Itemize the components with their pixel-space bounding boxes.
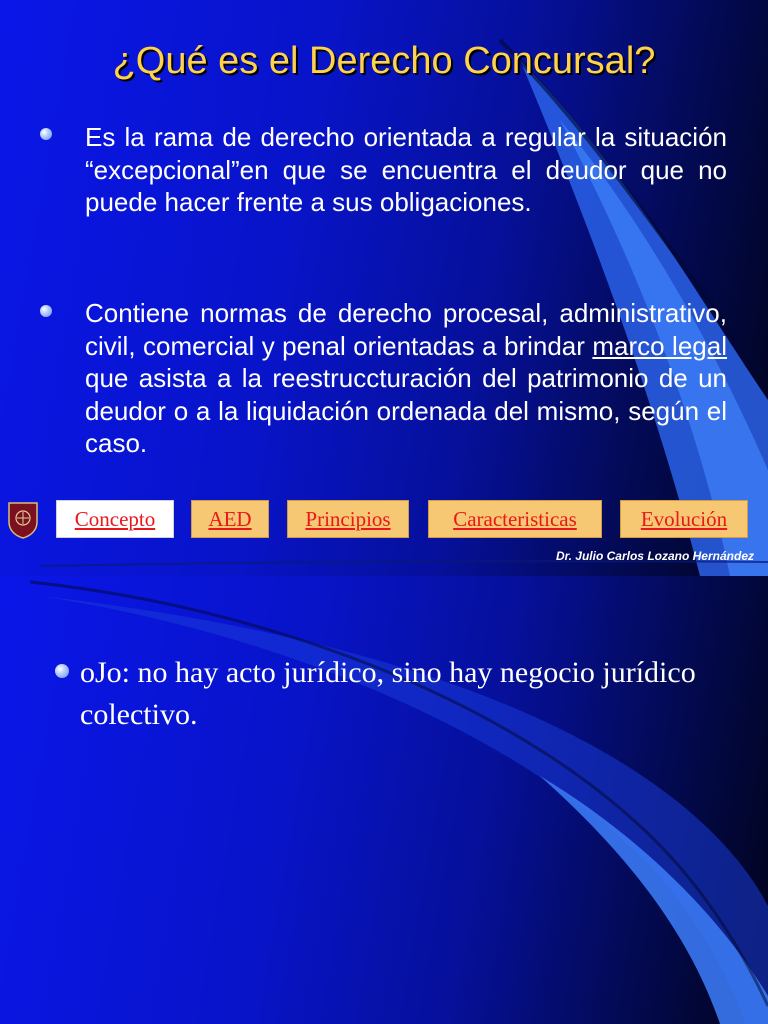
bullet-content-after: que asista a la reestruccturación del patrimonio de un deudor o a la liquidación ordenada del mismo, según el caso.: [85, 363, 727, 458]
bullet-dot-icon: [40, 305, 52, 317]
nav-button-concepto[interactable]: Concepto: [56, 500, 174, 538]
marco-legal-link[interactable]: marco legal: [592, 330, 727, 361]
nav-button-aed[interactable]: AED: [191, 500, 269, 538]
author-credit: Dr. Julio Carlos Lozano Hernández: [555, 549, 754, 563]
nav-button-evolucion[interactable]: Evolución: [620, 500, 748, 538]
bullet-content-before: Contiene normas de derecho procesal, administrativo, civil, comercial y penal orientadas a brindar: [85, 298, 727, 361]
slide-title: ¿Qué es el Derecho Concursal?: [112, 40, 656, 82]
bullet-dot-icon: [55, 664, 69, 678]
bullet-dot-icon: [40, 128, 52, 140]
bullet-definition: Es la rama de derecho orientada a regular la situación “excepcional”en que se encuentra el deudor que no puede hacer frente a sus obligaciones.: [85, 122, 727, 217]
slide-2: [0, 576, 768, 1024]
nav-button-principios[interactable]: Principios: [287, 500, 409, 538]
university-crest-icon: [6, 500, 40, 540]
bullet-content: [85, 297, 727, 460]
note-text: oJo: no hay acto jurídico, sino hay negocio jurídico colectivo.: [80, 656, 696, 731]
slide-background-swoosh: [0, 576, 768, 1024]
nav-button-caracteristicas[interactable]: Caracteristicas: [428, 500, 602, 538]
